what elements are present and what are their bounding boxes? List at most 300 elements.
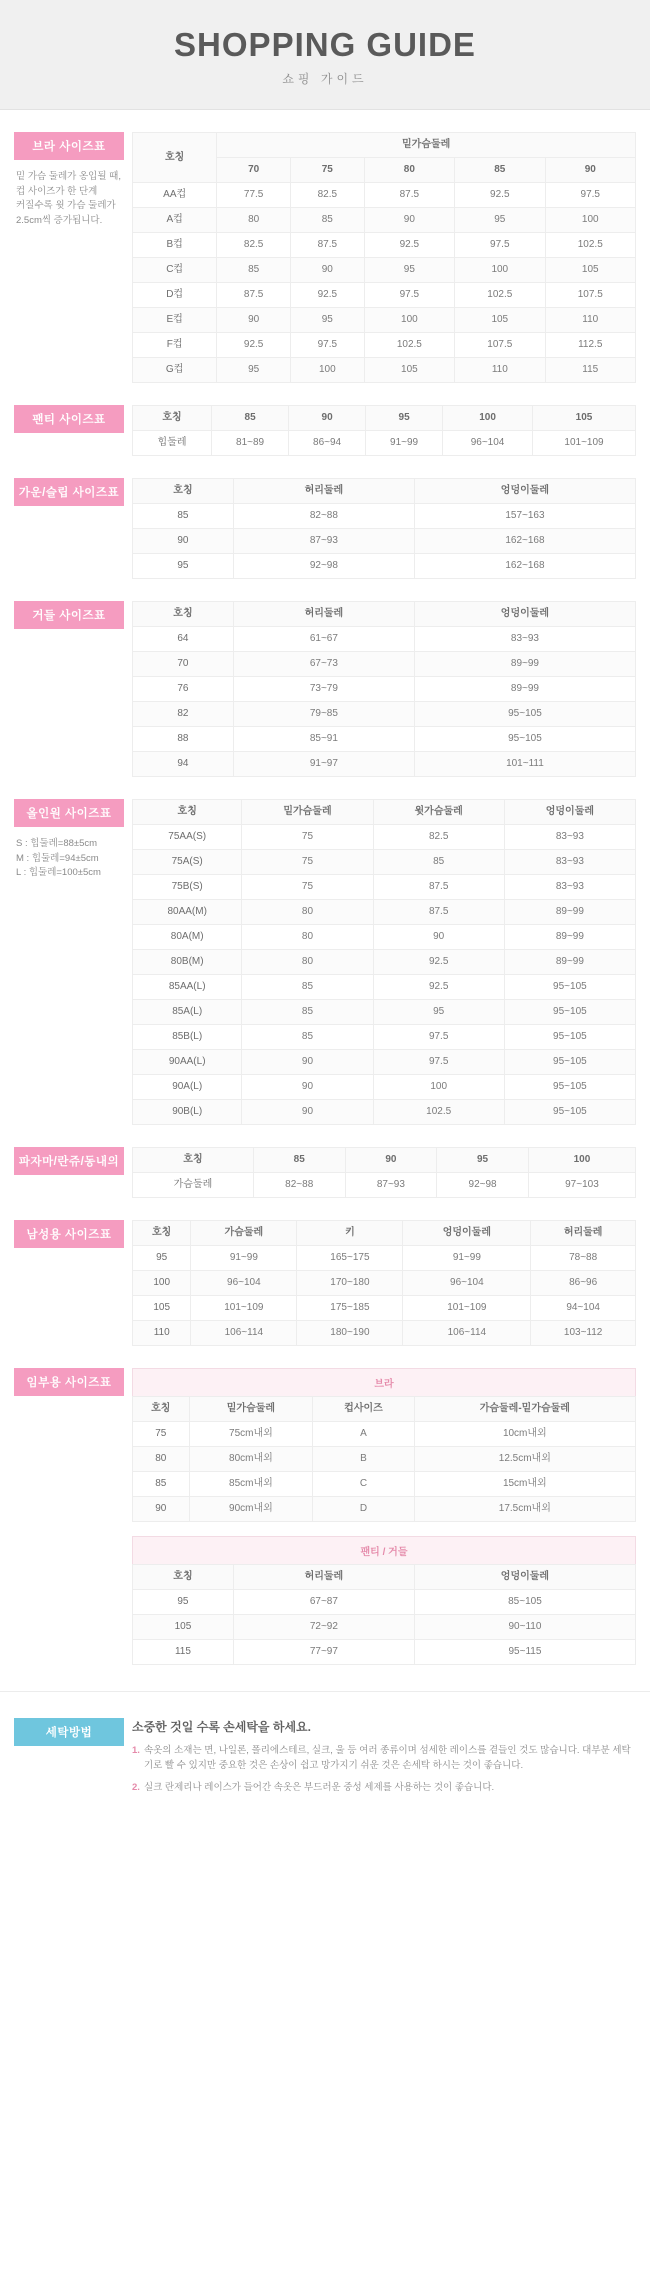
- cell-value: 92~98: [437, 1173, 529, 1198]
- table-row: [133, 752, 636, 777]
- cell-value: 85: [217, 258, 291, 283]
- table-row: [133, 1296, 636, 1321]
- cell-value: 82~88: [253, 1173, 345, 1198]
- cell-value: 100: [364, 308, 454, 333]
- wash-body: [132, 1718, 636, 1803]
- cell-value: 90: [217, 308, 291, 333]
- table-row: [133, 1025, 636, 1050]
- cell-label: 80AA(M): [133, 900, 242, 925]
- table-row: [133, 1447, 636, 1472]
- cell-value: 110: [455, 358, 545, 383]
- cell-value: 92.5: [364, 233, 454, 258]
- cell-value: 96~104: [403, 1271, 531, 1296]
- th-90: 90: [545, 158, 636, 183]
- table-row: [133, 1050, 636, 1075]
- cell-value: 106~114: [403, 1321, 531, 1346]
- th-1: 85: [253, 1148, 345, 1173]
- th-0: 호칭: [133, 1148, 254, 1173]
- maternity-bra-table-body: [133, 1422, 636, 1522]
- table-row: [133, 529, 636, 554]
- cell-value: 82.5: [290, 183, 364, 208]
- cell-value: 95: [290, 308, 364, 333]
- maternity-bra-subtitle: 브라: [132, 1368, 636, 1396]
- cell-value: 92.5: [373, 950, 504, 975]
- th-3: 엉덩이둘레: [403, 1221, 531, 1246]
- cell-value: 95~105: [504, 975, 635, 1000]
- section-mens-left: [14, 1220, 132, 1248]
- th-1: 허리둘레: [233, 602, 414, 627]
- cell-value: 170~180: [297, 1271, 403, 1296]
- cell-label: 95: [133, 1590, 234, 1615]
- th-3: 95: [437, 1148, 529, 1173]
- th-1: 허리둘레: [233, 1565, 414, 1590]
- table-row: [133, 850, 636, 875]
- cell-value: 97.5: [545, 183, 636, 208]
- table-row: [133, 1615, 636, 1640]
- section-panty: [0, 383, 650, 456]
- cell-value: 101~109: [533, 431, 636, 456]
- cell-value: 101~111: [414, 752, 635, 777]
- cell-value: 94~104: [531, 1296, 636, 1321]
- cell-value: 90: [364, 208, 454, 233]
- cell-value: 87.5: [290, 233, 364, 258]
- th-0: 호칭: [133, 1565, 234, 1590]
- cell-label: G컵: [133, 358, 217, 383]
- cell-label: 75A(S): [133, 850, 242, 875]
- cell-value: 97.5: [373, 1050, 504, 1075]
- cell-value: 75: [242, 875, 373, 900]
- cell-value: 85: [242, 1000, 373, 1025]
- table-row: [133, 975, 636, 1000]
- pajama-size-table-body: [133, 1173, 636, 1198]
- th-4: 100: [443, 406, 533, 431]
- mens-size-table: [132, 1220, 636, 1346]
- cell-value: 95~105: [504, 1100, 635, 1125]
- cell-value: 87.5: [364, 183, 454, 208]
- cell-label: 95: [133, 554, 234, 579]
- cell-label: 94: [133, 752, 234, 777]
- table-row: [133, 1075, 636, 1100]
- cell-value: 95~105: [414, 702, 635, 727]
- cell-label: 115: [133, 1640, 234, 1665]
- th-3: 95: [366, 406, 443, 431]
- cell-value: 97.5: [364, 283, 454, 308]
- section-girdle-tag: 거들 사이즈표: [14, 601, 124, 629]
- cell-value: 95: [455, 208, 545, 233]
- cell-value: 91~99: [403, 1246, 531, 1271]
- cell-value: 102.5: [545, 233, 636, 258]
- cell-value: 96~104: [191, 1271, 297, 1296]
- table-row: [133, 1640, 636, 1665]
- table-row: [133, 308, 636, 333]
- th-0: 호칭: [133, 479, 234, 504]
- cell-value: 78~88: [531, 1246, 636, 1271]
- cell-label: 85: [133, 504, 234, 529]
- cell-value: 85: [242, 1025, 373, 1050]
- cell-value: 97.5: [455, 233, 545, 258]
- th-1: 밑가슴둘레: [242, 800, 373, 825]
- cell-value: 95~105: [504, 1050, 635, 1075]
- th-5: 105: [533, 406, 636, 431]
- section-girdle-right: [132, 601, 636, 777]
- cell-value: 112.5: [545, 333, 636, 358]
- mens-size-table-body: [133, 1246, 636, 1346]
- cell-label: 힙둘레: [133, 431, 212, 456]
- table-row: [133, 1100, 636, 1125]
- cell-value: 90: [242, 1050, 373, 1075]
- th-0: 호칭: [133, 1221, 191, 1246]
- cell-value: 15cm내외: [414, 1472, 635, 1497]
- th-2: 윗가슴둘레: [373, 800, 504, 825]
- table-row: [133, 1246, 636, 1271]
- th-group-underbust: 밑가슴둘레: [217, 133, 636, 158]
- cell-label: 105: [133, 1615, 234, 1640]
- cell-label: 90A(L): [133, 1075, 242, 1100]
- table-header-row: [133, 1565, 636, 1590]
- table-row: [133, 504, 636, 529]
- cell-label: 80A(M): [133, 925, 242, 950]
- cell-label: 70: [133, 652, 234, 677]
- cell-value: 83~93: [504, 875, 635, 900]
- maternity-bra-table: [132, 1396, 636, 1522]
- th-85: 85: [455, 158, 545, 183]
- table-row: [133, 258, 636, 283]
- cell-value: 106~114: [191, 1321, 297, 1346]
- cell-value: 90~110: [414, 1615, 635, 1640]
- section-girdle: [0, 579, 650, 777]
- cell-label: 105: [133, 1296, 191, 1321]
- section-maternity-right: [132, 1368, 636, 1665]
- cell-value: 105: [364, 358, 454, 383]
- section-panty-tag: 팬티 사이즈표: [14, 405, 124, 433]
- table-header-row: [133, 406, 636, 431]
- cell-value: 95~105: [414, 727, 635, 752]
- section-allinone: [0, 777, 650, 1125]
- section-allinone-right: [132, 799, 636, 1125]
- table-row: [133, 950, 636, 975]
- section-wash-left: [14, 1718, 132, 1746]
- cell-label: 85A(L): [133, 1000, 242, 1025]
- th-2: 엉덩이둘레: [414, 602, 635, 627]
- section-allinone-left: [14, 799, 132, 881]
- th-2: 엉덩이둘레: [414, 1565, 635, 1590]
- bra-size-table-body: [133, 183, 636, 383]
- gown-size-table: [132, 478, 636, 579]
- wash-list: [132, 1743, 636, 1796]
- th-2: 90: [289, 406, 366, 431]
- section-bra-tag: 브라 사이즈표: [14, 132, 124, 160]
- cell-label: F컵: [133, 333, 217, 358]
- cell-value: 73~79: [233, 677, 414, 702]
- cell-label: A컵: [133, 208, 217, 233]
- cell-value: 107.5: [545, 283, 636, 308]
- section-gown-tag: 가운/슬립 사이즈표: [14, 478, 124, 506]
- section-bra-right: [132, 132, 636, 383]
- cell-value: 85: [290, 208, 364, 233]
- cell-value: 80: [217, 208, 291, 233]
- cell-value: 90: [373, 925, 504, 950]
- cell-value: C: [313, 1472, 414, 1497]
- cell-value: 17.5cm내외: [414, 1497, 635, 1522]
- table-row: [133, 825, 636, 850]
- table-row: [133, 1173, 636, 1198]
- cell-value: 89~99: [414, 677, 635, 702]
- girdle-size-table-body: [133, 627, 636, 777]
- section-mens-tag: 남성용 사이즈표: [14, 1220, 124, 1248]
- th-2: 엉덩이둘레: [414, 479, 635, 504]
- cell-value: 75cm내외: [189, 1422, 313, 1447]
- cell-value: 100: [545, 208, 636, 233]
- cell-value: 89~99: [504, 925, 635, 950]
- page-subtitle: 쇼핑 가이드: [282, 72, 368, 86]
- cell-value: 85~105: [414, 1590, 635, 1615]
- cell-value: 97.5: [290, 333, 364, 358]
- cell-value: 90: [290, 258, 364, 283]
- cell-value: 81~89: [212, 431, 289, 456]
- cell-label: D컵: [133, 283, 217, 308]
- th-4: 100: [528, 1148, 635, 1173]
- cell-value: 95: [373, 1000, 504, 1025]
- cell-value: 115: [545, 358, 636, 383]
- cell-value: 91~99: [366, 431, 443, 456]
- cell-value: 92.5: [373, 975, 504, 1000]
- table-row: [133, 333, 636, 358]
- cell-value: 67~87: [233, 1590, 414, 1615]
- cell-value: 89~99: [504, 950, 635, 975]
- cell-label: 75B(S): [133, 875, 242, 900]
- cell-label: C컵: [133, 258, 217, 283]
- cell-value: 101~109: [403, 1296, 531, 1321]
- girdle-size-table: [132, 601, 636, 777]
- page-title: SHOPPING GUIDE: [174, 26, 476, 63]
- cell-value: 85cm내외: [189, 1472, 313, 1497]
- wash-list-item: [132, 1743, 636, 1773]
- table-row: [133, 233, 636, 258]
- cell-label: AA컵: [133, 183, 217, 208]
- section-girdle-left: [14, 601, 132, 629]
- cell-value: 72~92: [233, 1615, 414, 1640]
- cell-value: A: [313, 1422, 414, 1447]
- table-row: [133, 208, 636, 233]
- cell-value: 77~97: [233, 1640, 414, 1665]
- cell-value: 87~93: [345, 1173, 437, 1198]
- section-bra-left: [14, 132, 132, 229]
- cell-label: B컵: [133, 233, 217, 258]
- panty-size-table: [132, 405, 636, 456]
- cell-value: 82.5: [373, 825, 504, 850]
- table-row: [133, 677, 636, 702]
- cell-value: 102.5: [455, 283, 545, 308]
- th-75: 75: [290, 158, 364, 183]
- th-2: 키: [297, 1221, 403, 1246]
- cell-value: 97~103: [528, 1173, 635, 1198]
- cell-value: 165~175: [297, 1246, 403, 1271]
- cell-value: 95~105: [504, 1025, 635, 1050]
- section-maternity-left: [14, 1368, 132, 1396]
- wash-item-number: 2.: [132, 1782, 140, 1794]
- bra-size-table: [132, 132, 636, 383]
- table-row: [133, 727, 636, 752]
- table-row: [133, 875, 636, 900]
- table-row: [133, 627, 636, 652]
- table-row: [133, 431, 636, 456]
- th-1: 가슴둘레: [191, 1221, 297, 1246]
- table-row: [133, 283, 636, 308]
- maternity-panty-table-body: [133, 1590, 636, 1665]
- table-row: [133, 702, 636, 727]
- th-70: 70: [217, 158, 291, 183]
- section-panty-left: [14, 405, 132, 433]
- cell-value: 75: [242, 825, 373, 850]
- cell-value: 95~115: [414, 1640, 635, 1665]
- cell-value: 95: [217, 358, 291, 383]
- cell-label: 75AA(S): [133, 825, 242, 850]
- cell-value: 12.5cm내외: [414, 1447, 635, 1472]
- th-0: 호칭: [133, 406, 212, 431]
- cell-value: 89~99: [504, 900, 635, 925]
- cell-value: 86~94: [289, 431, 366, 456]
- cell-value: 90cm내외: [189, 1497, 313, 1522]
- cell-value: 85: [242, 975, 373, 1000]
- section-pajama-tag: 파자마/란쥬/동내의: [14, 1147, 124, 1175]
- wash-item-number: 1.: [132, 1745, 140, 1756]
- section-maternity-tag: 임부용 사이즈표: [14, 1368, 124, 1396]
- section-maternity: [0, 1346, 650, 1665]
- cell-value: 92.5: [290, 283, 364, 308]
- cell-value: 100: [290, 358, 364, 383]
- table-row: [133, 652, 636, 677]
- cell-label: 75: [133, 1422, 190, 1447]
- cell-value: 157~163: [414, 504, 635, 529]
- cell-value: 101~109: [191, 1296, 297, 1321]
- th-2: 90: [345, 1148, 437, 1173]
- cell-value: 85~91: [233, 727, 414, 752]
- cell-value: 77.5: [217, 183, 291, 208]
- cell-value: 92.5: [455, 183, 545, 208]
- cell-value: 100: [373, 1075, 504, 1100]
- table-header-row: [133, 800, 636, 825]
- th-1: 85: [212, 406, 289, 431]
- th-1: 허리둘레: [233, 479, 414, 504]
- table-row: [133, 1321, 636, 1346]
- section-pajama: [0, 1125, 650, 1198]
- table-row: [133, 183, 636, 208]
- section-pajama-right: [132, 1147, 636, 1198]
- cell-value: 82~88: [233, 504, 414, 529]
- table-header-row: [133, 479, 636, 504]
- panty-size-table-body: [133, 431, 636, 456]
- cell-label: 64: [133, 627, 234, 652]
- section-panty-right: [132, 405, 636, 456]
- table-row: [133, 1497, 636, 1522]
- cell-label: 95: [133, 1246, 191, 1271]
- cell-value: 95: [364, 258, 454, 283]
- section-bra: [0, 110, 650, 383]
- cell-label: 80B(M): [133, 950, 242, 975]
- cell-value: 96~104: [443, 431, 533, 456]
- section-wash: [0, 1691, 650, 1821]
- table-row: [133, 925, 636, 950]
- table-row: [133, 1422, 636, 1447]
- cell-value: 105: [455, 308, 545, 333]
- table-header-row: [133, 1397, 636, 1422]
- cell-value: 180~190: [297, 1321, 403, 1346]
- table-row: [133, 1590, 636, 1615]
- cell-label: 82: [133, 702, 234, 727]
- cell-label: 90AA(L): [133, 1050, 242, 1075]
- cell-value: 75: [242, 850, 373, 875]
- cell-value: 89~99: [414, 652, 635, 677]
- section-pajama-left: [14, 1147, 132, 1175]
- cell-value: 103~112: [531, 1321, 636, 1346]
- cell-label: 90: [133, 1497, 190, 1522]
- cell-value: 80cm내외: [189, 1447, 313, 1472]
- th-3: 가슴둘레-밑가슴둘레: [414, 1397, 635, 1422]
- table-row: [133, 1271, 636, 1296]
- cell-label: 100: [133, 1271, 191, 1296]
- cell-value: 90: [242, 1075, 373, 1100]
- cell-label: 110: [133, 1321, 191, 1346]
- table-header-row: [133, 133, 636, 158]
- cell-value: 10cm내외: [414, 1422, 635, 1447]
- cell-label: 85AA(L): [133, 975, 242, 1000]
- cell-label: 90B(L): [133, 1100, 242, 1125]
- table-row: [133, 1472, 636, 1497]
- cell-value: 80: [242, 900, 373, 925]
- allinone-size-table-body: [133, 825, 636, 1125]
- cell-value: 95~105: [504, 1000, 635, 1025]
- cell-value: 110: [545, 308, 636, 333]
- table-row: [133, 1000, 636, 1025]
- cell-value: 85: [373, 850, 504, 875]
- section-wash-tag: 세탁방법: [14, 1718, 124, 1746]
- cell-value: 87.5: [217, 283, 291, 308]
- cell-value: 102.5: [364, 333, 454, 358]
- cell-value: 107.5: [455, 333, 545, 358]
- cell-label: 85: [133, 1472, 190, 1497]
- cell-value: 162~168: [414, 529, 635, 554]
- maternity-panty-table: [132, 1564, 636, 1665]
- allinone-size-table: [132, 799, 636, 1125]
- section-mens: [0, 1198, 650, 1346]
- cell-value: 87.5: [373, 900, 504, 925]
- section-mens-right: [132, 1220, 636, 1346]
- wash-title: 소중한 것일 수록 손세탁을 하세요.: [132, 1720, 311, 1734]
- th-label: 호칭: [133, 133, 217, 183]
- wash-item-text: 실크 란제리나 레이스가 들어간 속옷은 부드러운 중성 세제를 사용하는 것이 좋습니다.: [143, 1782, 495, 1794]
- pajama-size-table: [132, 1147, 636, 1198]
- cell-label: 가슴둘레: [133, 1173, 254, 1198]
- section-gown-right: [132, 478, 636, 579]
- cell-value: 83~93: [504, 825, 635, 850]
- th-2: 컵사이즈: [313, 1397, 414, 1422]
- cell-value: 83~93: [414, 627, 635, 652]
- cell-value: 61~67: [233, 627, 414, 652]
- cell-value: D: [313, 1497, 414, 1522]
- table-row: [133, 900, 636, 925]
- cell-value: 87.5: [373, 875, 504, 900]
- cell-value: 92~98: [233, 554, 414, 579]
- table-header-row: [133, 602, 636, 627]
- cell-value: 97.5: [373, 1025, 504, 1050]
- cell-value: 91~97: [233, 752, 414, 777]
- th-1: 밑가슴둘레: [189, 1397, 313, 1422]
- spacer: [132, 1522, 636, 1536]
- th-4: 허리둘레: [531, 1221, 636, 1246]
- section-allinone-tag: 올인원 사이즈표: [14, 799, 124, 827]
- cell-value: 95~105: [504, 1075, 635, 1100]
- section-gown: [0, 456, 650, 579]
